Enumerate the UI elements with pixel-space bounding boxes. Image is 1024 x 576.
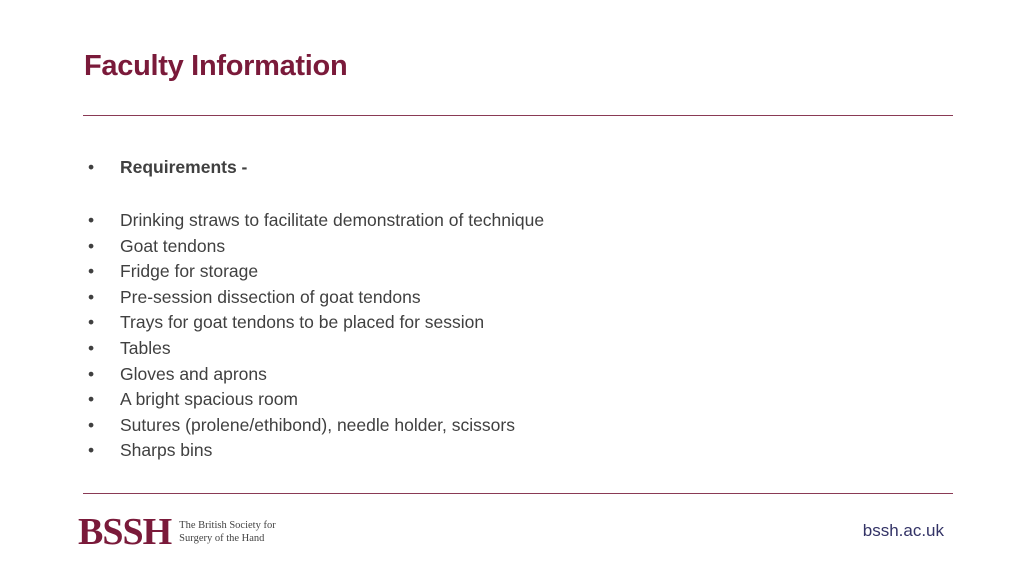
list-item <box>88 438 544 464</box>
list-item <box>88 234 544 260</box>
list-item-text: Gloves and aprons <box>120 363 267 384</box>
list-item-text: Goat tendons <box>120 235 226 256</box>
bullet-icon: • <box>88 157 95 177</box>
title-divider <box>83 115 953 116</box>
bullet-icon: • <box>88 261 95 282</box>
slide-title: Faculty Information <box>84 50 348 82</box>
bullet-icon: • <box>88 210 95 230</box>
bullet-icon: • <box>88 286 95 307</box>
bullet-icon: • <box>88 312 95 333</box>
list-item <box>88 259 544 285</box>
website-link[interactable]: bssh.ac.uk <box>862 521 944 540</box>
bullet-icon: • <box>88 440 95 461</box>
list-item-text: Pre-session dissection of goat tendons <box>120 286 421 307</box>
list-item <box>88 387 544 413</box>
logo-line-1: The British Society for <box>179 520 276 531</box>
bssh-logo <box>78 513 276 551</box>
requirements-heading <box>88 157 247 178</box>
logo-mark: BSSH <box>78 511 172 553</box>
bullet-icon: • <box>88 337 95 358</box>
logo-line-2: Surgery of the Hand <box>179 533 265 544</box>
logo-wordmark <box>179 519 276 545</box>
list-item-text: Trays for goat tendons to be placed for session <box>120 312 485 333</box>
list-item-text: A bright spacious room <box>120 389 299 410</box>
list-item <box>88 413 544 439</box>
list-item <box>88 208 544 234</box>
bullet-icon: • <box>88 363 95 384</box>
footer-divider <box>83 493 953 494</box>
requirements-label: Requirements - <box>120 157 248 177</box>
list-item <box>88 362 544 388</box>
bullet-icon: • <box>88 389 95 410</box>
requirements-list <box>88 208 544 464</box>
list-item-text: Sutures (prolene/ethibond), needle holder, scissors <box>120 414 515 435</box>
list-item-text: Drinking straws to facilitate demonstration of technique <box>120 210 545 230</box>
list-item-text: Sharps bins <box>120 440 213 461</box>
bullet-icon: • <box>88 414 95 435</box>
list-item <box>88 285 544 311</box>
list-item-text: Tables <box>120 337 171 358</box>
list-item <box>88 310 544 336</box>
bullet-icon: • <box>88 235 95 256</box>
list-item-text: Fridge for storage <box>120 261 259 282</box>
list-item <box>88 336 544 362</box>
